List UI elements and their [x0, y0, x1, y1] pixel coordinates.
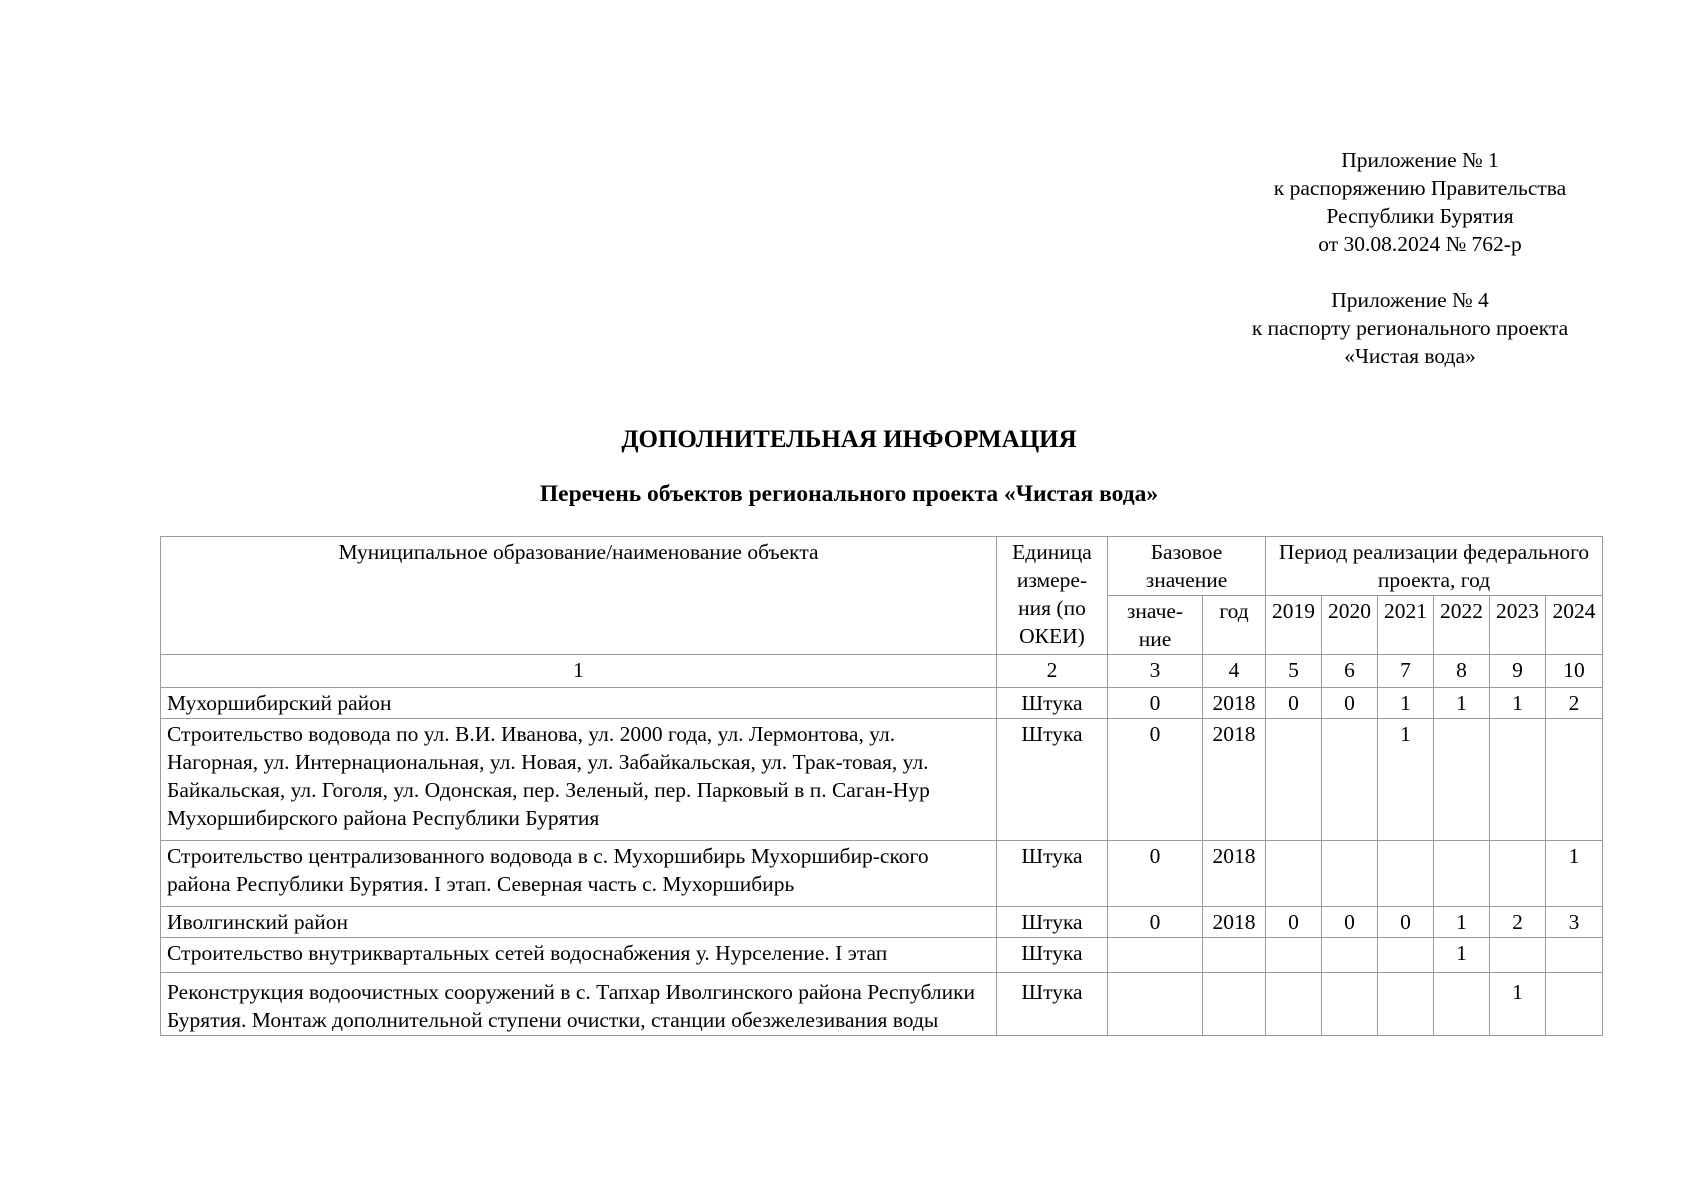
- year-value-cell: [1378, 841, 1434, 907]
- header-year: 2019: [1266, 596, 1322, 655]
- year-value-cell: [1490, 719, 1546, 841]
- unit-cell: Штука: [997, 973, 1108, 1036]
- year-value-cell: [1322, 841, 1378, 907]
- year-value-cell: [1266, 841, 1322, 907]
- year-value-cell: 0: [1266, 688, 1322, 719]
- object-name: Строительство централизованного водовода в с. Мухоршибирь Мухоршибир-ского района Республики Бурятия. I этап. Северная часть с. Мухоршибирь: [161, 841, 997, 907]
- header-row: [161, 537, 1603, 596]
- base-year-cell: 2018: [1203, 841, 1266, 907]
- year-value-cell: 1: [1378, 688, 1434, 719]
- header-year: 2024: [1546, 596, 1603, 655]
- year-value-cell: 1: [1378, 719, 1434, 841]
- column-number: 4: [1203, 655, 1266, 688]
- column-number: 6: [1322, 655, 1378, 688]
- year-value-cell: [1490, 841, 1546, 907]
- base-value-cell: [1108, 973, 1203, 1036]
- appendix-1-line: к распоряжению Правительства: [1273, 176, 1567, 200]
- column-number: 2: [997, 655, 1108, 688]
- table-row: [161, 719, 1603, 841]
- base-value-cell: 0: [1108, 719, 1203, 841]
- header-year: 2023: [1490, 596, 1546, 655]
- header-unit: Единица измере-ния (по ОКЕИ): [997, 537, 1108, 655]
- year-value-cell: 1: [1434, 907, 1490, 938]
- document-subtitle: Перечень объектов регионального проекта «Чистая вода»: [539, 481, 1159, 507]
- year-value-cell: 1: [1546, 841, 1603, 907]
- year-value-cell: [1266, 973, 1322, 1036]
- header-period: Период реализации федерального проекта, год: [1266, 537, 1603, 596]
- year-value-cell: 0: [1322, 688, 1378, 719]
- header-year: 2021: [1378, 596, 1434, 655]
- year-value-cell: 0: [1322, 907, 1378, 938]
- object-name: Строительство внутриквартальных сетей водоснабжения у. Нурселение. I этап: [161, 938, 997, 973]
- base-year-cell: [1203, 938, 1266, 973]
- unit-cell: Штука: [997, 907, 1108, 938]
- year-value-cell: 1: [1490, 688, 1546, 719]
- year-value-cell: [1266, 719, 1322, 841]
- year-value-cell: 2: [1546, 688, 1603, 719]
- base-value-cell: 0: [1108, 688, 1203, 719]
- object-name: Иволгинский район: [161, 907, 997, 938]
- appendix-4-line: Приложение № 4: [1331, 288, 1489, 312]
- unit-cell: Штука: [997, 938, 1108, 973]
- year-value-cell: 0: [1378, 907, 1434, 938]
- year-value-cell: [1434, 841, 1490, 907]
- appendix-1-line: от 30.08.2024 № 762-р: [1318, 232, 1522, 256]
- appendix-1-block: [1240, 146, 1600, 258]
- year-value-cell: [1490, 938, 1546, 973]
- year-value-cell: 2: [1490, 907, 1546, 938]
- year-value-cell: [1434, 973, 1490, 1036]
- column-number: 1: [161, 655, 997, 688]
- year-value-cell: [1378, 973, 1434, 1036]
- header-base-value: значе-ние: [1108, 596, 1203, 655]
- base-value-cell: 0: [1108, 907, 1203, 938]
- appendix-4-line: к паспорту регионального проекта: [1251, 316, 1569, 340]
- appendix-4-block: [1210, 286, 1610, 370]
- table-row: [161, 973, 1603, 1036]
- unit-cell: Штука: [997, 719, 1108, 841]
- year-value-cell: 1: [1490, 973, 1546, 1036]
- year-value-cell: [1434, 719, 1490, 841]
- year-value-cell: 3: [1546, 907, 1603, 938]
- column-number-row: [161, 655, 1603, 688]
- header-year: 2022: [1434, 596, 1490, 655]
- header-object-name: Муниципальное образование/наименование объекта: [161, 537, 997, 655]
- base-value-cell: [1108, 938, 1203, 973]
- header-base-year: год: [1203, 596, 1266, 655]
- column-number: 10: [1546, 655, 1603, 688]
- base-year-cell: [1203, 973, 1266, 1036]
- year-value-cell: 1: [1434, 688, 1490, 719]
- header-year: 2020: [1322, 596, 1378, 655]
- object-name: Реконструкция водоочистных сооружений в с. Тапхар Иволгинского района Республики Бурятия. Монтаж дополнительной ступени очистки, станции обезжелезивания воды: [161, 973, 997, 1036]
- year-value-cell: [1546, 719, 1603, 841]
- column-number: 3: [1108, 655, 1203, 688]
- year-value-cell: 0: [1266, 907, 1322, 938]
- unit-cell: Штука: [997, 841, 1108, 907]
- appendix-1-line: Приложение № 1: [1341, 148, 1499, 172]
- year-value-cell: [1546, 973, 1603, 1036]
- table-row: [161, 688, 1603, 719]
- column-number: 8: [1434, 655, 1490, 688]
- appendix-4-line: «Чистая вода»: [1344, 344, 1476, 368]
- unit-cell: Штука: [997, 688, 1108, 719]
- year-value-cell: [1322, 938, 1378, 973]
- year-value-cell: [1322, 719, 1378, 841]
- base-value-cell: 0: [1108, 841, 1203, 907]
- objects-table: [160, 536, 1603, 1036]
- object-name: Строительство водовода по ул. В.И. Иванова, ул. 2000 года, ул. Лермонтова, ул. Нагорная, ул. Интернациональная, ул. Новая, ул. Забайкальская, ул. Трак-товая, ул. Байкальская, ул. Гоголя, ул. Одонская, пер. Зеленый, пер. Парковый в п. Саган-Нур Мухоршибирского района Республики Бурятия: [161, 719, 997, 841]
- table-row: [161, 938, 1603, 973]
- column-number: 7: [1378, 655, 1434, 688]
- year-value-cell: [1546, 938, 1603, 973]
- base-year-cell: 2018: [1203, 907, 1266, 938]
- column-number: 9: [1490, 655, 1546, 688]
- year-value-cell: [1266, 938, 1322, 973]
- table-row: [161, 907, 1603, 938]
- year-value-cell: 1: [1434, 938, 1490, 973]
- header-base: Базовое значение: [1108, 537, 1266, 596]
- year-value-cell: [1322, 973, 1378, 1036]
- base-year-cell: 2018: [1203, 719, 1266, 841]
- year-value-cell: [1378, 938, 1434, 973]
- document-title: ДОПОЛНИТЕЛЬНАЯ ИНФОРМАЦИЯ: [621, 426, 1077, 453]
- table-row: [161, 841, 1603, 907]
- object-name: Мухоршибирский район: [161, 688, 997, 719]
- column-number: 5: [1266, 655, 1322, 688]
- appendix-1-line: Республики Бурятия: [1326, 204, 1514, 228]
- base-year-cell: 2018: [1203, 688, 1266, 719]
